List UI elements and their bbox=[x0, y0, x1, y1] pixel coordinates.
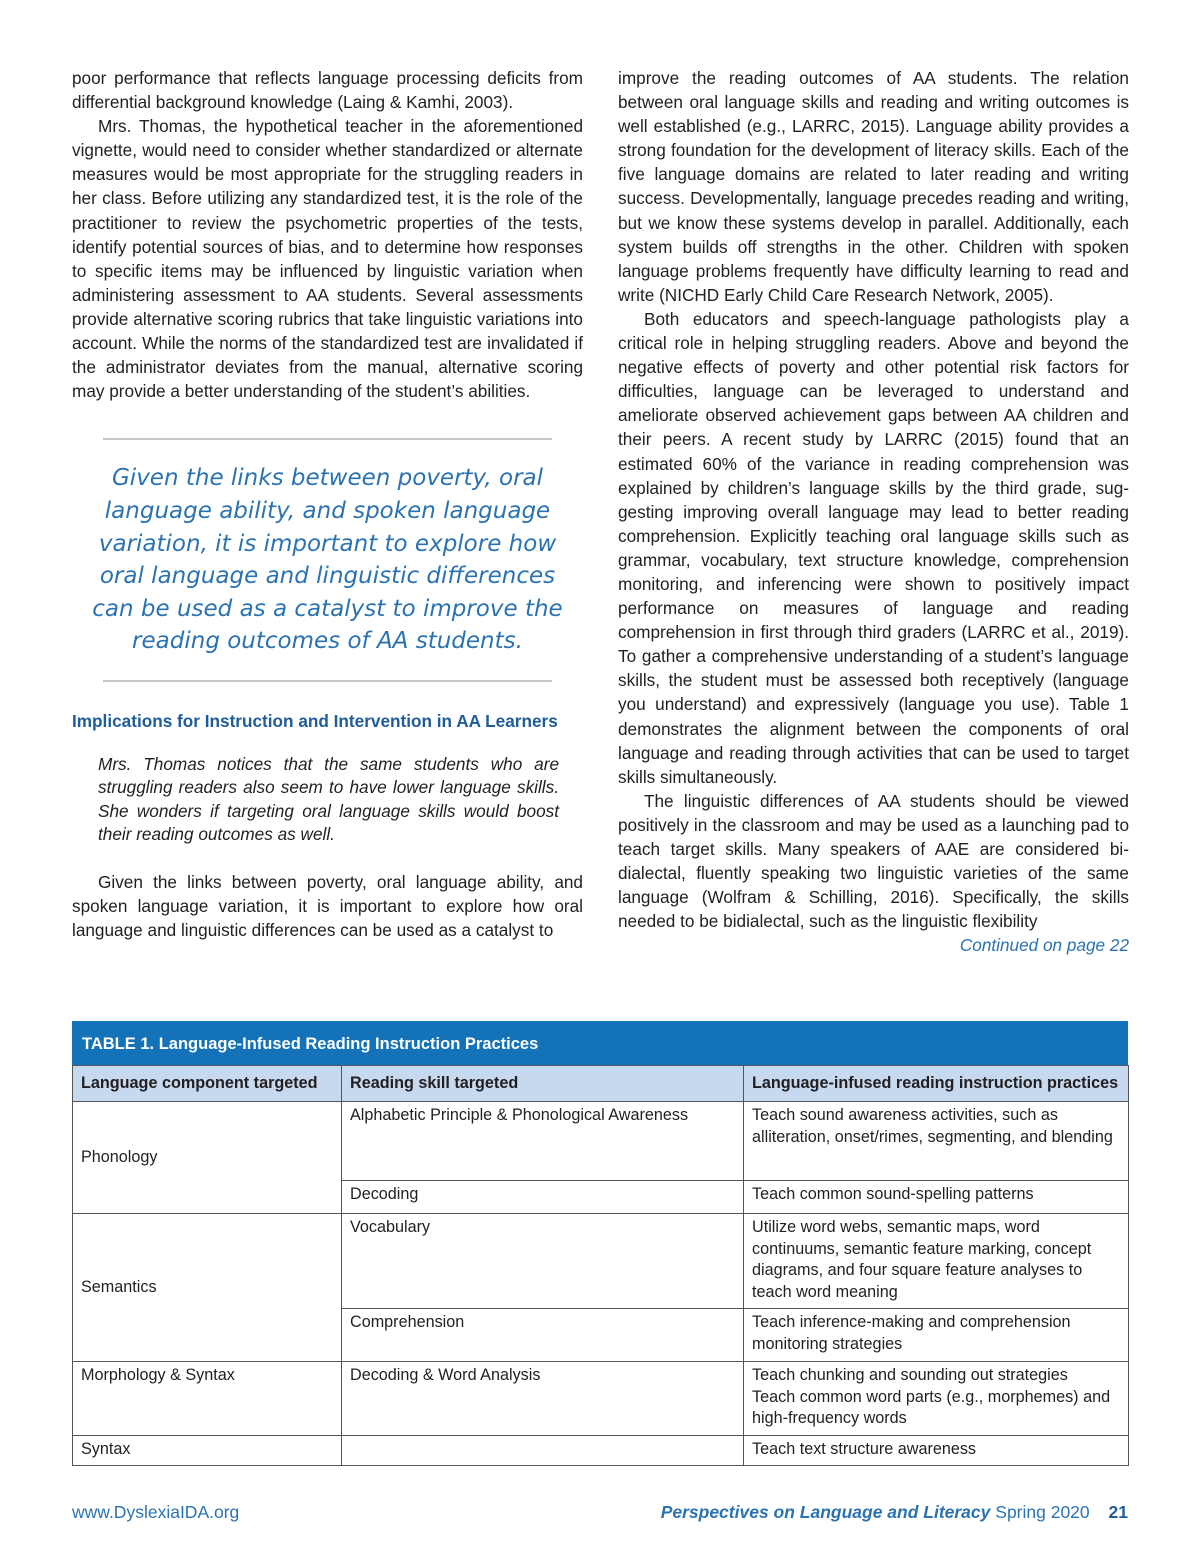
table-row bbox=[73, 1102, 1129, 1181]
skill-cell: Alphabetic Principle & Phonological Awareness bbox=[342, 1102, 744, 1181]
column-header: Reading skill targeted bbox=[342, 1066, 744, 1102]
pull-quote-bottom-rule bbox=[103, 680, 552, 682]
component-cell: Phonology bbox=[73, 1102, 342, 1214]
body-paragraph: Given the links between poverty, oral language ability, and spoken language variation, it is important to explore how oral language and linguistic differences can be used as a catalyst to bbox=[72, 871, 583, 941]
practice-cell: Teach common sound-spelling patterns bbox=[744, 1181, 1129, 1214]
page-number: 21 bbox=[1108, 1502, 1128, 1522]
body-paragraph: improve the reading outcomes of AA students. The relation between oral language skills and reading and writing outcomes is well established (e.g., LARRC, 2015). Language ability provides a strong foundation for the development of literacy skills. Each of the five language domains are related to later reading and writing success. Developmentally, language precedes reading and writing, but we know these systems develop in parallel. Additionally, each system builds off strengths in the other. Children with spoken language problems frequently have difficulty learning to read and write (NICHD Early Child Care Research Network, 2005). bbox=[618, 68, 1129, 305]
column-header: Language-infused reading instruction practices bbox=[744, 1066, 1129, 1102]
instruction-practices-table bbox=[72, 1065, 1129, 1466]
column-header: Language component targeted bbox=[73, 1066, 342, 1102]
skill-cell: Vocabulary bbox=[342, 1214, 744, 1309]
footer-publication bbox=[661, 1500, 1128, 1524]
component-cell: Morphology & Syntax bbox=[73, 1362, 342, 1436]
section-heading: Implications for Instruction and Intervention in AA Learners bbox=[72, 710, 558, 731]
practice-cell: Teach text structure awareness bbox=[744, 1436, 1129, 1466]
practice-cell: Teach inference-making and comprehension monitoring strategies bbox=[744, 1309, 1129, 1362]
practice-line: Teach chunking and sounding out strategies bbox=[752, 1366, 1068, 1384]
left-column bbox=[72, 66, 583, 942]
body-paragraph: Both educators and speech-language pathologists play a critical role in helping struggling readers. Above and beyond the negative effects of poverty and other potential risk factors for difficulties, language can be leveraged to understand and ameliorate observed achievement gaps between AA children and their peers. A recent study by LARRC (2015) found that an estimated 60% of the variance in reading comprehension was explained by children’s language skills by the third grade, suggesting improving overall language may lead to better reading comprehension. Explicitly teaching oral language skills such as grammar, vocabulary, text structure knowledge, comprehension monitoring, and inferencing were shown to positively impact performance on measures of language and reading comprehension in first through third graders (LARRC et al., 2019). To gather a comprehensive understanding of a student’s language skills, the student must be assessed both receptively (language you understand) and expressively (language you use). Table 1 demonstrates the alignment between the components of oral language and reading through activities that can be used to target skills simultaneously. bbox=[618, 308, 1129, 787]
table-1 bbox=[72, 1021, 1128, 1466]
practice-line: Teach common word parts (e.g., morphemes) and high-frequency words bbox=[752, 1387, 1111, 1428]
practice-cell: Utilize word webs, semantic maps, word continuums, semantic feature marking, concept diagrams, and four square feature analyses to teach word meaning bbox=[744, 1214, 1129, 1309]
footer-website-link[interactable]: www.DyslexiaIDA.org bbox=[72, 1502, 240, 1522]
skill-cell: Decoding bbox=[342, 1181, 744, 1214]
body-paragraph: poor performance that reflects language processing deficits from differential background knowledge (Laing & Kamhi, 2003). bbox=[72, 68, 583, 113]
practice-cell bbox=[744, 1362, 1129, 1436]
table-title: TABLE 1. Language-Infused Reading Instruction Practices bbox=[72, 1021, 1128, 1065]
table-header-row bbox=[73, 1066, 1129, 1102]
skill-cell bbox=[342, 1436, 744, 1466]
practice-cell: Teach sound awareness activities, such as alliteration, onset/rimes, segmenting, and blending bbox=[744, 1102, 1129, 1181]
pull-quote bbox=[72, 438, 583, 682]
body-paragraph: Mrs. Thomas, the hypothetical teacher in the aforementioned vignette, would need to consider whether standardized or alternate measures would be most appropriate for the struggling readers in her class. Before utilizing any standardized test, it is the role of the practitioner to review the psychometric properties of the tests, identify potential sources of bias, and to determine how responses to specific items may be influenced by linguistic variation when administering assessment to AA students. Several assessments provide alternative scoring rubrics that take linguistic variations into account. While the norms of the standardized test are invalidated if the administrator deviates from the manual, alternative scoring may provide a better understanding of the student’s abilities. bbox=[72, 116, 583, 402]
skill-cell: Comprehension bbox=[342, 1309, 744, 1362]
table-row bbox=[73, 1436, 1129, 1466]
component-cell: Syntax bbox=[73, 1436, 342, 1466]
vignette-text: Mrs. Thomas notices that the same students who are struggling readers also seem to have lower language skills. She wonders if targeting oral language skills would boost their reading outcomes as well. bbox=[98, 753, 559, 845]
table-row bbox=[73, 1214, 1129, 1309]
right-column bbox=[618, 66, 1129, 957]
publication-season: Spring 2020 bbox=[995, 1502, 1090, 1522]
publication-title: Perspectives on Language and Literacy bbox=[660, 1502, 991, 1522]
pull-quote-text: Given the links between poverty, oral language ability, and spoken language variation, it is important to explore how oral language and linguistic differences can be used as a catalyst to improve the reading outcomes of AA students. bbox=[92, 465, 563, 655]
table-row bbox=[73, 1362, 1129, 1436]
skill-cell: Decoding & Word Analysis bbox=[342, 1362, 744, 1436]
body-paragraph: The linguistic differences of AA students should be viewed positively in the classroom and may be used as a launching pad to teach target skills. Many speakers of AAE are considered bidialectal, fluently speaking two linguistic varieties of the same language (Wolfram & Schilling, 2016). Specifically, the skills needed to be bidialectal, such as the linguistic flexibility bbox=[618, 790, 1129, 932]
continued-link[interactable]: Continued on page 22 bbox=[959, 935, 1129, 956]
component-cell: Semantics bbox=[73, 1214, 342, 1362]
